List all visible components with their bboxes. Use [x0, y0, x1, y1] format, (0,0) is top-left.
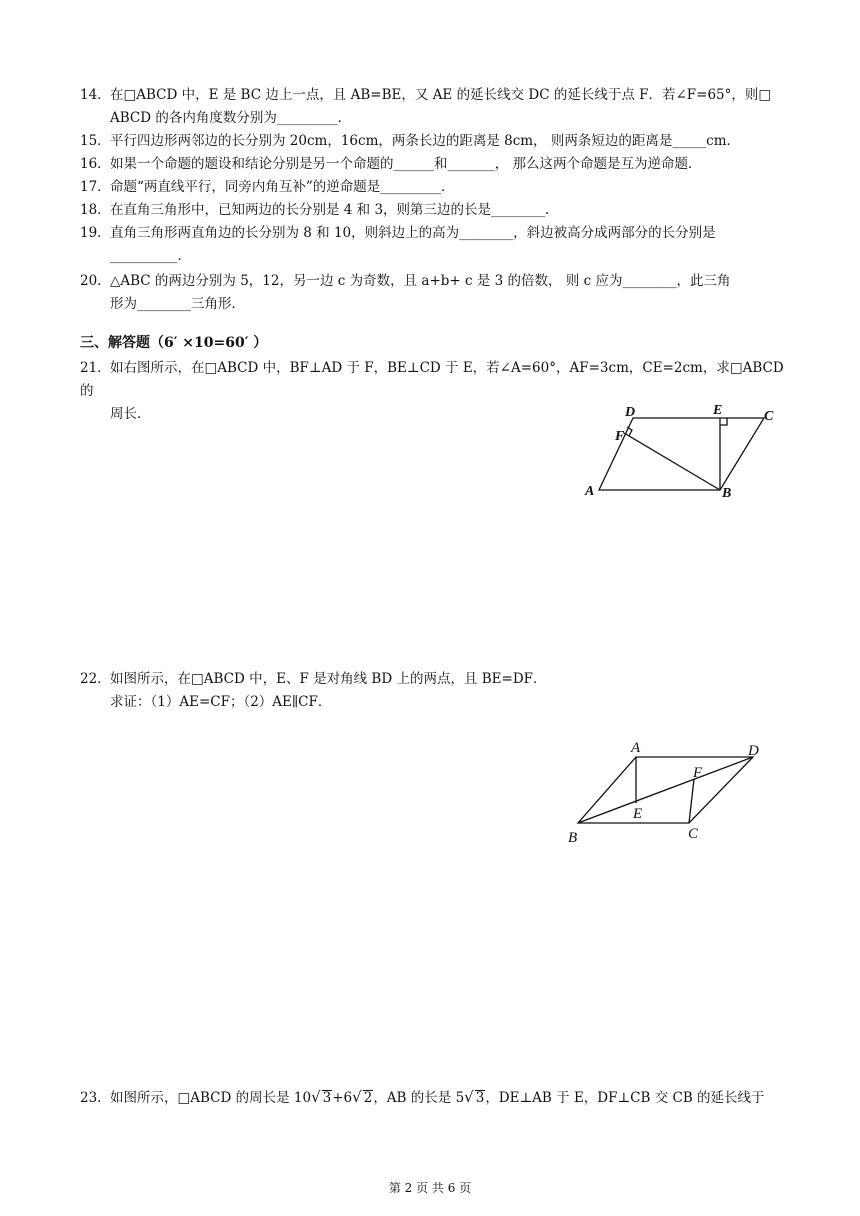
question-18 — [80, 199, 785, 222]
diagonal-bd — [578, 757, 753, 823]
question-text: +6 — [332, 1090, 353, 1106]
label-f: F — [693, 765, 703, 781]
question-text-cont: 形为________三角形． — [110, 296, 245, 312]
question-text: 在直角三角形中，已知两边的长分别是 4 和 3，则第三边的长是________． — [110, 202, 559, 218]
question-text: ，AB 的长是 5 — [373, 1090, 465, 1106]
question-text: 直角三角形两直角边的长分别为 8 和 10，则斜边上的高为________，斜边被高分成两部分的长分别是 — [110, 225, 716, 241]
question-20 — [80, 270, 785, 316]
label-b: B — [722, 486, 732, 501]
question-text-cont: ABCD 的各内角度数分别为_________． — [110, 110, 352, 126]
label-a: A — [631, 740, 641, 756]
question-number: 18． — [80, 202, 111, 218]
radicand: 2 — [363, 1090, 373, 1106]
radicand: 3 — [322, 1090, 332, 1106]
question-23: 23．如图所示，□ABCD 的周长是 10√ 3+6√ 2，AB 的长是 5√ 3，DE⊥AB 于 E，DF⊥CB 交 CB 的延长线于 — [80, 1086, 790, 1110]
question-number: 17． — [80, 179, 111, 195]
question-text: 在□ABCD 中，E 是 BC 边上一点，且 AB=BE，又 AE 的延长线交 DC 的延长线于点 F．若∠F=65°，则□ — [110, 87, 772, 103]
question-number: 23． — [80, 1090, 111, 1106]
question-number: 14． — [80, 87, 111, 103]
question-text: △ABC 的两边分别为 5，12，另一边 c 为奇数，且 a+b+ c 是 3 的倍数， 则 c 应为________，此三角 — [110, 273, 731, 289]
question-16 — [80, 153, 785, 176]
question-text-cont: 周长． — [110, 406, 151, 422]
radicand: 3 — [475, 1090, 485, 1106]
question-number: 15． — [80, 133, 111, 149]
label-c: C — [688, 826, 699, 842]
figure-parallelogram-2 — [560, 735, 770, 850]
label-e: E — [713, 403, 723, 418]
question-14 — [80, 84, 785, 130]
label-b: B — [568, 830, 578, 846]
question-number: 21． — [80, 360, 111, 376]
figure-parallelogram-1 — [580, 400, 780, 505]
question-22 — [80, 668, 785, 714]
question-text: ，DE⊥AB 于 E，DF⊥CB 交 CB 的延长线于 — [485, 1090, 765, 1106]
question-text-cont: __________． — [110, 248, 191, 264]
section-heading: 三、解答题（6′ ×10=60′ ） — [80, 335, 268, 351]
label-a: A — [585, 484, 595, 499]
label-d: D — [625, 405, 636, 420]
question-text: 命题“两直线平行，同旁内角互补”的逆命题是_________． — [110, 179, 455, 195]
question-text: 如图所示，在□ABCD 中，E、F 是对角线 BD 上的两点，且 BE=DF． — [110, 671, 547, 687]
label-c: C — [764, 409, 774, 424]
question-15 — [80, 130, 785, 153]
question-17 — [80, 176, 785, 199]
question-number: 16． — [80, 156, 111, 172]
question-number: 20． — [80, 273, 111, 289]
label-e: E — [633, 806, 643, 822]
question-number: 19． — [80, 225, 111, 241]
question-text: 平行四边形两邻边的长分别为 20cm，16cm，两条长边的距离是 8cm， 则两条短边的距离是_____cm． — [110, 133, 741, 149]
question-19 — [80, 222, 785, 268]
segment-cf — [689, 779, 694, 823]
question-text: 如图所示，□ABCD 的周长是 10 — [110, 1090, 312, 1106]
label-d: D — [748, 743, 759, 759]
right-angle-mark-e — [720, 418, 727, 425]
question-text: 如右图所示，在□ABCD 中，BF⊥AD 于 F，BE⊥CD 于 E，若∠A=60°，AF=3cm，CE=2cm，求□ABCD 的 — [80, 360, 784, 399]
page-footer: 第 2 页 共 6 页 — [388, 1181, 472, 1195]
question-text-cont: 求证：（1）AE=CF；（2）AE∥CF． — [110, 694, 332, 710]
question-number: 22． — [80, 671, 111, 687]
segment-bf — [624, 433, 720, 490]
question-text: 如果一个命题的题设和结论分别是另一个命题的______和_______， 那么这两个命题是互为逆命题． — [110, 156, 702, 172]
label-f: F — [615, 429, 625, 444]
